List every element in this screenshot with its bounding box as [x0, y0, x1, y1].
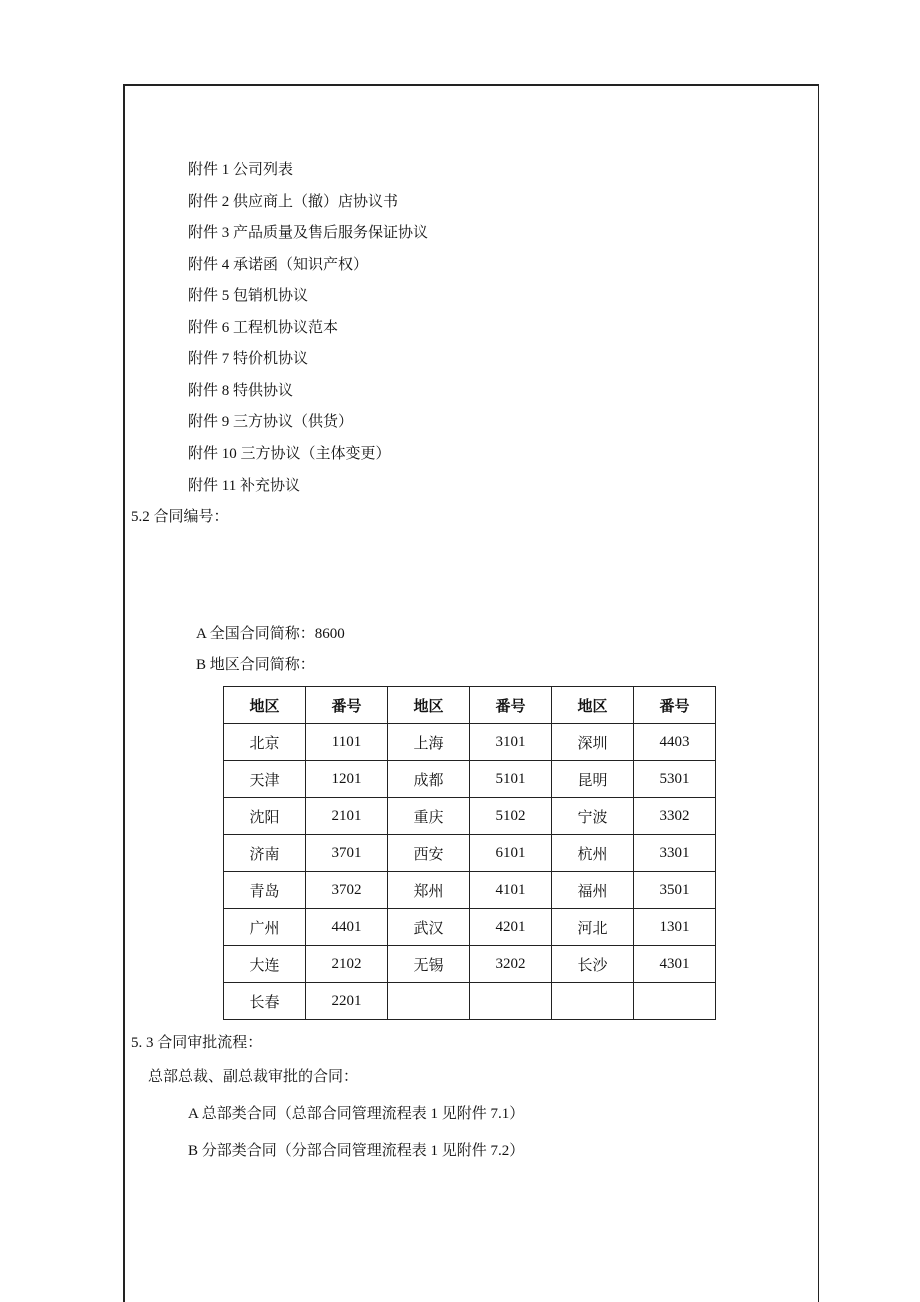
table-cell: 3101	[470, 724, 552, 761]
table-cell: 西安	[388, 835, 470, 872]
table-cell: 2101	[306, 798, 388, 835]
attachment-item: 附件 8 特供协议	[188, 383, 294, 399]
attachment-item: 附件 1 公司列表	[188, 162, 294, 178]
attachment-item: 附件 3 产品质量及售后服务保证协议	[188, 225, 429, 241]
attachment-item: 附件 7 特价机协议	[188, 351, 309, 367]
header-cell: 番号	[470, 687, 552, 724]
table-cell: 昆明	[552, 761, 634, 798]
table-cell	[388, 983, 470, 1020]
table-cell: 福州	[552, 872, 634, 909]
table-cell	[470, 983, 552, 1020]
table-cell: 长春	[224, 983, 306, 1020]
table-cell: 杭州	[552, 835, 634, 872]
table-cell: 重庆	[388, 798, 470, 835]
table-row	[224, 909, 716, 946]
table-cell: 青岛	[224, 872, 306, 909]
region-code-table	[223, 686, 716, 1020]
table-cell: 河北	[552, 909, 634, 946]
table-cell: 6101	[470, 835, 552, 872]
attachment-item: 附件 11 补充协议	[188, 478, 300, 494]
table-cell: 济南	[224, 835, 306, 872]
table-cell	[634, 983, 716, 1020]
table-cell: 大连	[224, 946, 306, 983]
table-cell: 4201	[470, 909, 552, 946]
header-cell: 番号	[306, 687, 388, 724]
table-cell: 宁波	[552, 798, 634, 835]
table-cell: 4101	[470, 872, 552, 909]
approval-intro: 总部总裁、副总裁审批的合同：	[148, 1069, 359, 1085]
table-cell: 无锡	[388, 946, 470, 983]
table-cell: 1201	[306, 761, 388, 798]
table-cell: 4301	[634, 946, 716, 983]
table-cell: 2201	[306, 983, 388, 1020]
table-cell: 3202	[470, 946, 552, 983]
table-cell: 1101	[306, 724, 388, 761]
approval-item-b: B 分部类合同（分部合同管理流程表 1 见附件 7.2）	[188, 1143, 525, 1159]
table-cell: 北京	[224, 724, 306, 761]
table-cell: 3702	[306, 872, 388, 909]
table-cell: 3302	[634, 798, 716, 835]
table-row	[224, 983, 716, 1020]
table-cell: 5101	[470, 761, 552, 798]
table-row	[224, 724, 716, 761]
table-cell: 长沙	[552, 946, 634, 983]
section-5-2-heading: 5.2 合同编号：	[131, 509, 229, 525]
attachment-item: 附件 4 承诺函（知识产权）	[188, 257, 369, 273]
table-cell: 武汉	[388, 909, 470, 946]
attachment-item: 附件 5 包销机协议	[188, 288, 309, 304]
table-cell: 4401	[306, 909, 388, 946]
table-cell: 深圳	[552, 724, 634, 761]
table-cell: 广州	[224, 909, 306, 946]
national-contract-code: A 全国合同简称：8600	[196, 626, 345, 642]
table-cell: 1301	[634, 909, 716, 946]
header-cell: 番号	[634, 687, 716, 724]
header-cell: 地区	[224, 687, 306, 724]
header-cell: 地区	[388, 687, 470, 724]
regional-contract-code-label: B 地区合同简称：	[196, 657, 315, 673]
table-cell: 上海	[388, 724, 470, 761]
table-row	[224, 872, 716, 909]
table-row	[224, 761, 716, 798]
table-cell: 天津	[224, 761, 306, 798]
table-cell: 成都	[388, 761, 470, 798]
header-cell: 地区	[552, 687, 634, 724]
attachment-item: 附件 6 工程机协议范本	[188, 320, 339, 336]
table-cell	[552, 983, 634, 1020]
table-cell: 3501	[634, 872, 716, 909]
attachment-item: 附件 2 供应商上（撤）店协议书	[188, 194, 399, 210]
table-cell: 3301	[634, 835, 716, 872]
approval-item-a: A 总部类合同（总部合同管理流程表 1 见附件 7.1）	[188, 1106, 525, 1122]
table-cell: 3701	[306, 835, 388, 872]
table-cell: 5102	[470, 798, 552, 835]
table-cell: 沈阳	[224, 798, 306, 835]
table-header-row	[224, 687, 716, 724]
table-row	[224, 835, 716, 872]
table-row	[224, 798, 716, 835]
table-cell: 郑州	[388, 872, 470, 909]
attachment-item: 附件 10 三方协议（主体变更）	[188, 446, 391, 462]
table-cell: 5301	[634, 761, 716, 798]
table-cell: 4403	[634, 724, 716, 761]
attachment-item: 附件 9 三方协议（供货）	[188, 414, 354, 430]
table-row	[224, 946, 716, 983]
table-cell: 2102	[306, 946, 388, 983]
section-5-3-heading: 5. 3 合同审批流程：	[131, 1035, 263, 1051]
